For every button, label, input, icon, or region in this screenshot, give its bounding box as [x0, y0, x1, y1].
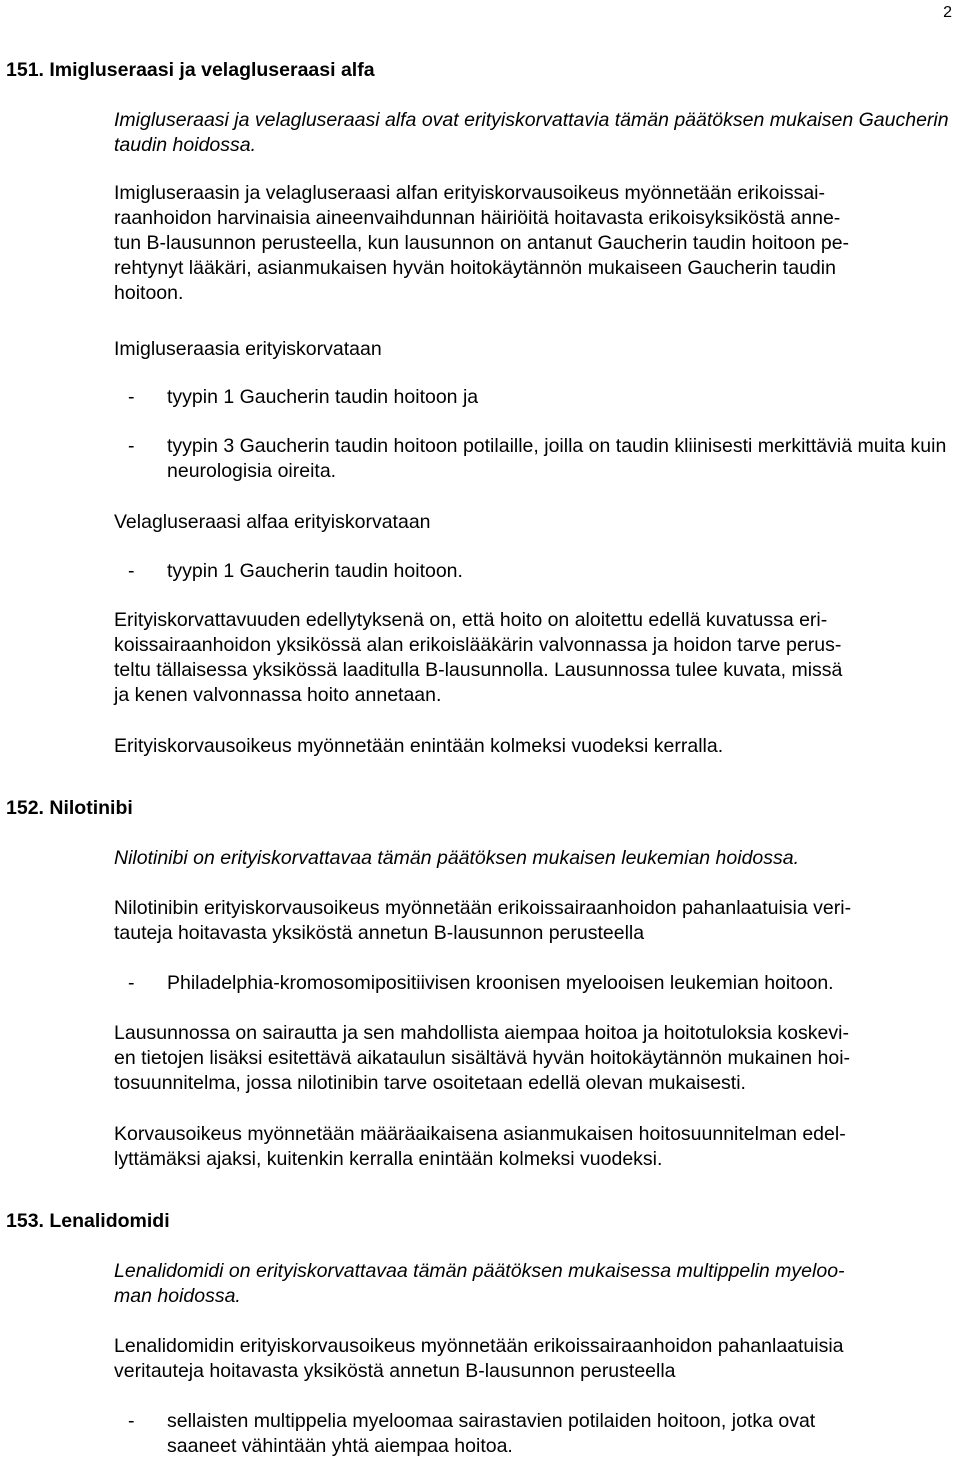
- text-line: lyttämäksi ajaksi, kuitenkin kerralla enintään kolmeksi vuodeksi.: [114, 1148, 663, 1170]
- text-line: ja kenen valvonnassa hoito annetaan.: [114, 684, 442, 706]
- list-item-text: [167, 1409, 954, 1459]
- text-line: en tietojen lisäksi esitettävä aikataulun sisältävä hyvän hoitokäytännön mukainen hoi-: [114, 1047, 851, 1069]
- text-line: saaneet vähintään yhtä aiempaa hoitoa.: [167, 1435, 513, 1457]
- list-item-text: tyypin 3 Gaucherin taudin hoitoon potilaille, joilla on taudin kliinisesti merkittäviä muita kuin neurologisia oireita.: [167, 435, 947, 482]
- section-151-duration: Erityiskorvausoikeus myönnetään enintään kolmeksi vuodeksi kerralla.: [114, 735, 724, 757]
- section-151-intro: Imigluseraasi ja velagluseraasi alfa ovat erityiskorvattavia tämän päätöksen mukaisen Gaucherin taudin hoidossa.: [114, 109, 949, 156]
- section-152-intro: Nilotinibi on erityiskorvattavaa tämän päätöksen mukaisen leukemian hoidossa.: [114, 847, 800, 869]
- section-heading-151: 151. Imigluseraasi ja velagluseraasi alfa: [6, 59, 375, 81]
- section-152-duration: [114, 1122, 954, 1172]
- list-dash: -: [128, 386, 135, 408]
- list-item-text: Philadelphia-kromosomipositiivisen kroonisen myelooisen leukemian hoitoon.: [167, 972, 834, 994]
- text-line: tosuunnitelma, jossa nilotinibin tarve osoitetaan edellä olevan mukaisesti.: [114, 1072, 746, 1094]
- text-line: Nilotinibin erityiskorvausoikeus myönnetään erikoissairaanhoidon pahanlaatuisia veri-: [114, 897, 852, 919]
- text-line: Erityiskorvattavuuden edellytyksenä on, että hoito on aloitettu edellä kuvatussa eri-: [114, 609, 828, 631]
- list-dash: -: [128, 435, 135, 457]
- section-151-condition-paragraph: [114, 608, 954, 708]
- section-152-criteria: [114, 896, 954, 946]
- section-152-statement-paragraph: [114, 1021, 954, 1096]
- text-line: tun B-lausunnon perusteella, kun lausunnon on antanut Gaucherin taudin hoitoon pe-: [114, 232, 850, 254]
- text-line: hoitoon.: [114, 282, 184, 304]
- section-153-criteria: [114, 1334, 954, 1384]
- text-line: koissairaanhoidon yksikössä alan erikoislääkärin valvonnassa ja hoidon tarve perus-: [114, 634, 842, 656]
- text-line: man hoidossa.: [114, 1285, 241, 1307]
- list-item-text: tyypin 1 Gaucherin taudin hoitoon ja: [167, 386, 479, 408]
- text-line: teltu tällaisessa yksikössä laaditulla B-lausunnolla. Lausunnossa tulee kuvata, missä: [114, 659, 843, 681]
- list-dash: -: [128, 560, 135, 582]
- text-line: Imigluseraasin ja velagluseraasi alfan erityiskorvausoikeus myönnetään erikoissai-: [114, 182, 826, 204]
- section-153-intro: [114, 1259, 954, 1309]
- text-line: sellaisten multippelia myeloomaa sairastavien potilaiden hoitoon, jotka ovat: [167, 1410, 816, 1432]
- text-line: veritauteja hoitavasta yksiköstä annetun B-lausunnon perusteella: [114, 1360, 676, 1382]
- text-line: rehtynyt lääkäri, asianmukaisen hyvän hoitokäytännön mukaiseen Gaucherin taudin: [114, 257, 836, 279]
- section-151-imigluseraasi-label: Imigluseraasia erityiskorvataan: [114, 338, 382, 360]
- section-heading-152: 152. Nilotinibi: [6, 797, 133, 819]
- text-line: Lenalidomidin erityiskorvausoikeus myönnetään erikoissairaanhoidon pahanlaatuisia: [114, 1335, 844, 1357]
- section-151-paragraph-criteria: [114, 181, 954, 306]
- text-line: tauteja hoitavasta yksiköstä annetun B-lausunnon perusteella: [114, 922, 645, 944]
- text-line: Lenalidomidi on erityiskorvattavaa tämän päätöksen mukaisessa multippelin myeloo-: [114, 1260, 845, 1282]
- list-item-text: tyypin 1 Gaucherin taudin hoitoon.: [167, 560, 463, 582]
- section-151-velagluseraasi-label: Velagluseraasi alfaa erityiskorvataan: [114, 511, 431, 533]
- list-dash: -: [128, 972, 135, 994]
- section-heading-153: 153. Lenalidomidi: [6, 1210, 170, 1232]
- list-dash: -: [128, 1410, 135, 1432]
- text-line: raanhoidon harvinaisia aineenvaihdunnan häiriöitä hoitavasta erikoisyksiköstä anne-: [114, 207, 841, 229]
- text-line: Lausunnossa on sairautta ja sen mahdollista aiempaa hoitoa ja hoitotuloksia koskevi-: [114, 1022, 849, 1044]
- page-number: 2: [943, 4, 952, 21]
- text-line: Korvausoikeus myönnetään määräaikaisena asianmukaisen hoitosuunnitelman edel-: [114, 1123, 846, 1145]
